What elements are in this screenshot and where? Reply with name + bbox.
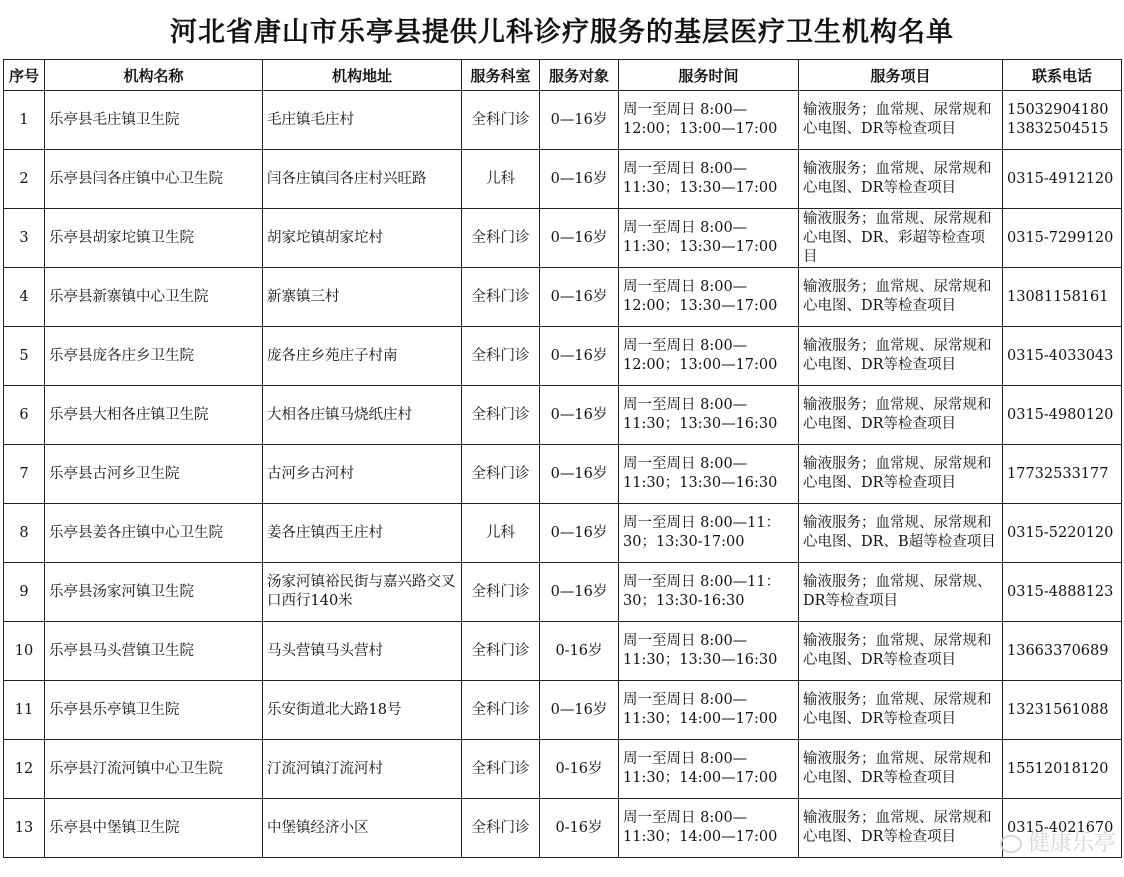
cell-services: 输液服务；血常规、尿常规和心电图、DR等检查项目 (799, 327, 1003, 386)
cell-no: 7 (4, 445, 45, 504)
cell-time: 周一至周日 8:00—11:30；13:30—16:30 (619, 445, 799, 504)
cell-time: 周一至周日 8:00—12:00；13:00—17:00 (619, 327, 799, 386)
cell-phone: 0315-4033043 (1003, 327, 1122, 386)
cell-no: 4 (4, 268, 45, 327)
table-row (4, 681, 1122, 740)
cell-name: 乐亭县中堡镇卫生院 (45, 799, 263, 858)
cell-address: 汀流河镇汀流河村 (263, 740, 462, 799)
table-header-row (4, 60, 1122, 91)
cell-age: 0—16岁 (540, 91, 619, 150)
cell-address: 汤家河镇裕民街与嘉兴路交叉口西行140米 (263, 563, 462, 622)
cell-services: 输液服务；血常规、尿常规和心电图、DR等检查项目 (799, 740, 1003, 799)
cell-services: 输液服务；血常规、尿常规和心电图、DR、B超等检查项目 (799, 504, 1003, 563)
cell-time: 周一至周日 8:00—11:30；14:00—17:00 (619, 740, 799, 799)
table-row (4, 740, 1122, 799)
cell-name: 乐亭县毛庄镇卫生院 (45, 91, 263, 150)
cell-time: 周一至周日 8:00—11：30；13:30-16:30 (619, 563, 799, 622)
cell-phone: 0315-4912120 (1003, 150, 1122, 209)
cell-name: 乐亭县闫各庄镇中心卫生院 (45, 150, 263, 209)
cell-age: 0—16岁 (540, 386, 619, 445)
table-row (4, 268, 1122, 327)
header-no: 序号 (4, 60, 45, 91)
table-row (4, 150, 1122, 209)
cell-address: 姜各庄镇西王庄村 (263, 504, 462, 563)
cell-time: 周一至周日 8:00—12:00；13:30—17:00 (619, 268, 799, 327)
cell-age: 0—16岁 (540, 445, 619, 504)
cell-no: 13 (4, 799, 45, 858)
cell-age: 0—16岁 (540, 268, 619, 327)
cell-time: 周一至周日 8:00—11:30；13:30—17:00 (619, 209, 799, 268)
header-address: 机构地址 (263, 60, 462, 91)
header-time: 服务时间 (619, 60, 799, 91)
cell-age: 0-16岁 (540, 740, 619, 799)
page-title: 河北省唐山市乐亭县提供儿科诊疗服务的基层医疗卫生机构名单 (170, 17, 954, 48)
table-row (4, 91, 1122, 150)
cell-dept: 全科门诊 (462, 386, 540, 445)
cell-address: 古河乡古河村 (263, 445, 462, 504)
cell-time: 周一至周日 8:00—11：30；13:30-17:00 (619, 504, 799, 563)
cell-age: 0—16岁 (540, 150, 619, 209)
cell-phone: 17732533177 (1003, 445, 1122, 504)
cell-time: 周一至周日 8:00—11:30；13:30—16:30 (619, 386, 799, 445)
cell-dept: 全科门诊 (462, 209, 540, 268)
cell-time: 周一至周日 8:00—12:00；13:00—17:00 (619, 91, 799, 150)
cell-dept: 全科门诊 (462, 563, 540, 622)
cell-services: 输液服务；血常规、尿常规和心电图、DR等检查项目 (799, 268, 1003, 327)
cell-phone: 13081158161 (1003, 268, 1122, 327)
cell-no: 2 (4, 150, 45, 209)
cell-phone: 0315-5220120 (1003, 504, 1122, 563)
cell-time: 周一至周日 8:00—11:30；13:30—16:30 (619, 622, 799, 681)
cell-services: 输液服务；血常规、尿常规和心电图、DR等检查项目 (799, 622, 1003, 681)
table-row (4, 386, 1122, 445)
cell-name: 乐亭县胡家坨镇卫生院 (45, 209, 263, 268)
cell-dept: 全科门诊 (462, 268, 540, 327)
cell-age: 0—16岁 (540, 209, 619, 268)
cell-age: 0—16岁 (540, 563, 619, 622)
cell-no: 8 (4, 504, 45, 563)
cell-address: 马头营镇马头营村 (263, 622, 462, 681)
table-row (4, 445, 1122, 504)
table-row (4, 563, 1122, 622)
cell-dept: 全科门诊 (462, 681, 540, 740)
cell-age: 0-16岁 (540, 799, 619, 858)
cell-name: 乐亭县大相各庄镇卫生院 (45, 386, 263, 445)
cell-name: 乐亭县马头营镇卫生院 (45, 622, 263, 681)
cell-phone: 13663370689 (1003, 622, 1122, 681)
cell-dept: 全科门诊 (462, 799, 540, 858)
cell-dept: 儿科 (462, 504, 540, 563)
cell-name: 乐亭县汤家河镇卫生院 (45, 563, 263, 622)
table-row (4, 327, 1122, 386)
cell-no: 12 (4, 740, 45, 799)
cell-services: 输液服务；血常规、尿常规和心电图、DR等检查项目 (799, 150, 1003, 209)
table-row (4, 622, 1122, 681)
cell-no: 9 (4, 563, 45, 622)
cell-name: 乐亭县姜各庄镇中心卫生院 (45, 504, 263, 563)
header-name: 机构名称 (45, 60, 263, 91)
cell-address: 新寨镇三村 (263, 268, 462, 327)
cell-no: 3 (4, 209, 45, 268)
cell-name: 乐亭县新寨镇中心卫生院 (45, 268, 263, 327)
watermark-text: 健康乐亭 (1027, 831, 1116, 856)
cell-no: 6 (4, 386, 45, 445)
table-row (4, 209, 1122, 268)
cell-name: 乐亭县乐亭镇卫生院 (45, 681, 263, 740)
table-row (4, 799, 1122, 858)
cell-dept: 全科门诊 (462, 327, 540, 386)
cell-phone: 0315-4021670 (1003, 799, 1122, 858)
cell-address: 大相各庄镇马烧纸庄村 (263, 386, 462, 445)
cell-phone: 13231561088 (1003, 681, 1122, 740)
cell-time: 周一至周日 8:00—11:30；14:00—17:00 (619, 681, 799, 740)
cell-name: 乐亭县汀流河镇中心卫生院 (45, 740, 263, 799)
cell-age: 0-16岁 (540, 622, 619, 681)
cell-services: 输液服务；血常规、尿常规和心电图、DR、彩超等检查项目 (799, 209, 1003, 268)
cell-services: 输液服务；血常规、尿常规和心电图、DR等检查项目 (799, 91, 1003, 150)
cell-address: 毛庄镇毛庄村 (263, 91, 462, 150)
cell-age: 0—16岁 (540, 327, 619, 386)
cell-age: 0—16岁 (540, 681, 619, 740)
cell-dept: 儿科 (462, 150, 540, 209)
cell-services: 输液服务；血常规、尿常规和心电图、DR等检查项目 (799, 681, 1003, 740)
cell-services: 输液服务；血常规、尿常规和心电图、DR等检查项目 (799, 799, 1003, 858)
table-body (4, 91, 1122, 858)
header-services: 服务项目 (799, 60, 1003, 91)
cell-dept: 全科门诊 (462, 740, 540, 799)
header-phone: 联系电话 (1003, 60, 1122, 91)
header-age: 服务对象 (540, 60, 619, 91)
cell-no: 10 (4, 622, 45, 681)
cell-address: 乐安街道北大路18号 (263, 681, 462, 740)
cell-address: 闫各庄镇闫各庄村兴旺路 (263, 150, 462, 209)
cell-time: 周一至周日 8:00—11:30；14:00—17:00 (619, 799, 799, 858)
cell-dept: 全科门诊 (462, 445, 540, 504)
cell-age: 0—16岁 (540, 504, 619, 563)
cell-no: 5 (4, 327, 45, 386)
cell-phone: 0315-4888123 (1003, 563, 1122, 622)
cell-address: 中堡镇经济小区 (263, 799, 462, 858)
cell-name: 乐亭县庞各庄乡卫生院 (45, 327, 263, 386)
cell-services: 输液服务；血常规、尿常规和心电图、DR等检查项目 (799, 445, 1003, 504)
cell-no: 1 (4, 91, 45, 150)
cell-address: 胡家坨镇胡家坨村 (263, 209, 462, 268)
cell-time: 周一至周日 8:00—11:30；13:30—17:00 (619, 150, 799, 209)
cell-phone: 0315-4980120 (1003, 386, 1122, 445)
cell-phone: 15512018120 (1003, 740, 1122, 799)
institution-table (3, 59, 1122, 858)
cell-phone: 0315-7299120 (1003, 209, 1122, 268)
cell-phone: 15032904180 13832504515 (1003, 91, 1122, 150)
cell-no: 11 (4, 681, 45, 740)
cell-dept: 全科门诊 (462, 91, 540, 150)
cell-address: 庞各庄乡苑庄子村南 (263, 327, 462, 386)
cell-services: 输液服务；血常规、尿常规和心电图、DR等检查项目 (799, 386, 1003, 445)
cell-dept: 全科门诊 (462, 622, 540, 681)
cell-services: 输液服务；血常规、尿常规、DR等检查项目 (799, 563, 1003, 622)
cell-name: 乐亭县古河乡卫生院 (45, 445, 263, 504)
header-dept: 服务科室 (462, 60, 540, 91)
table-row (4, 504, 1122, 563)
